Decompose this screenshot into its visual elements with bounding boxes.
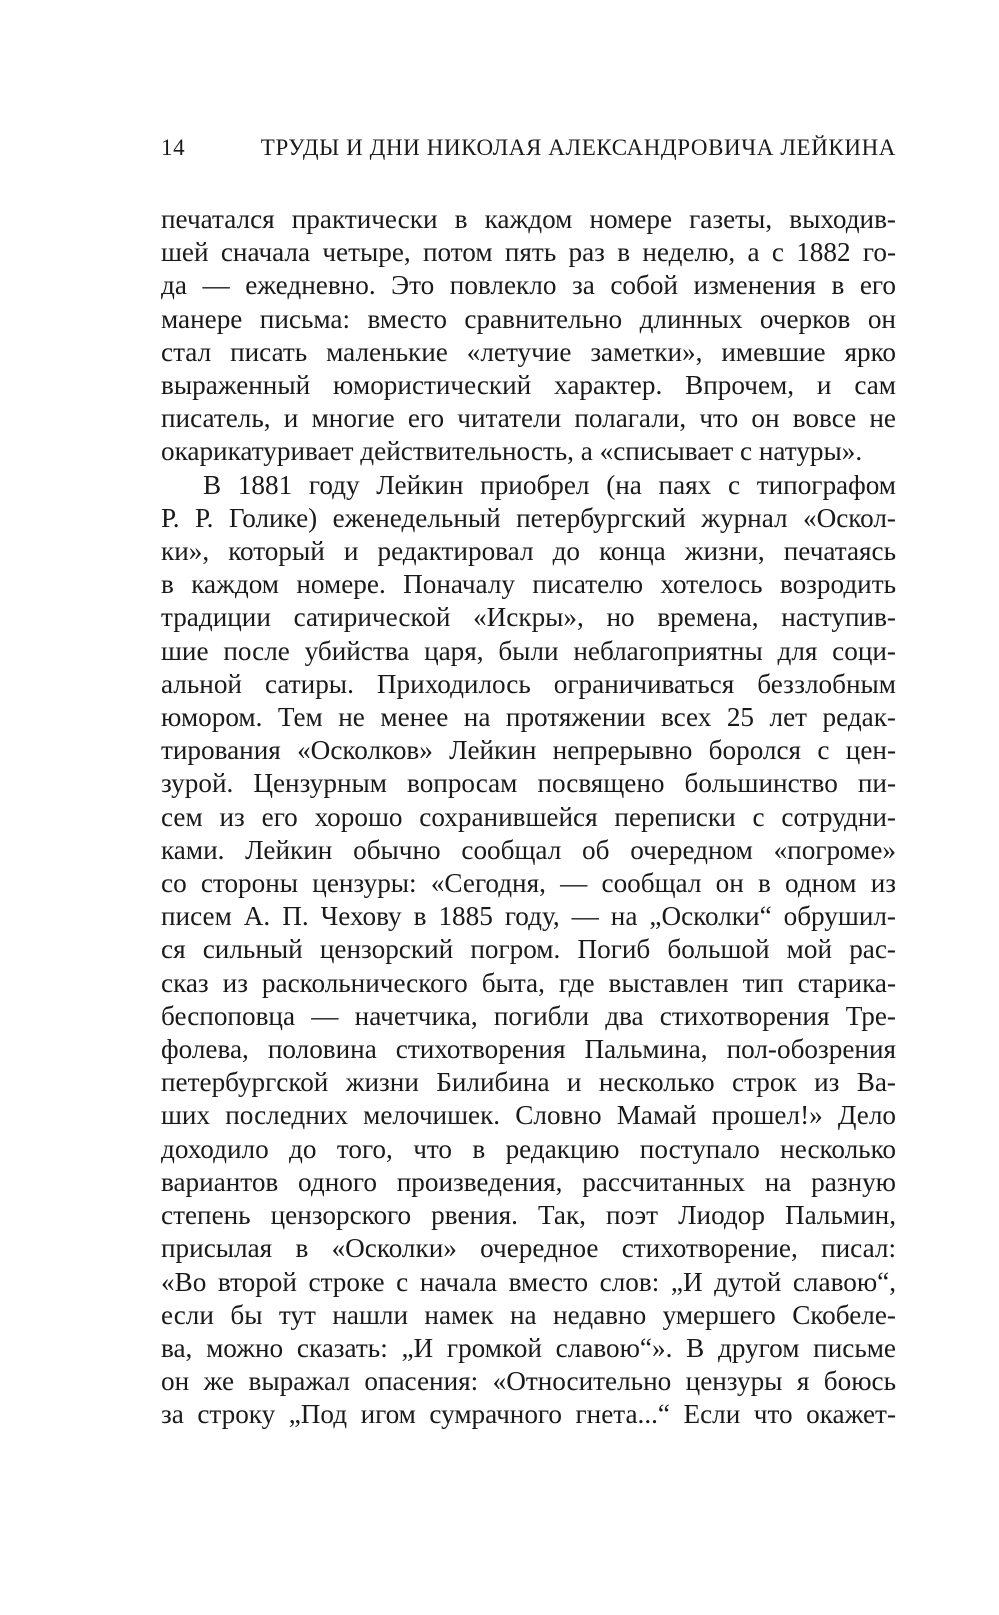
text-line: да — ежедневно. Это повлекло за собой изменения в его (161, 270, 896, 301)
running-title: ТРУДЫ И ДНИ НИКОЛАЯ АЛЕКСАНДРОВИЧА ЛЕЙКИНА (260, 135, 896, 160)
text-line: печатался практически в каждом номере газеты, выходив- (161, 204, 896, 234)
text-line: альной сатиры. Приходилось ограничиваться беззлобным (161, 668, 896, 699)
text-line: шей сначала четыре, потом пять раз в неделю, а с 1882 го- (161, 237, 896, 268)
running-head (161, 128, 896, 168)
text-line: зурой. Цензурным вопросам посвящено большинство пи- (161, 768, 896, 799)
text-line: манере письма: вместо сравнительно длинных очерков он (161, 303, 896, 334)
text-line: шие после убийства царя, были неблагоприятны для соци- (161, 635, 896, 666)
text-line: ва, можно сказать: „И громкой славою“». В другом письме (161, 1332, 896, 1363)
text-line: ками. Лейкин обычно сообщал об очередном «погроме» (161, 834, 896, 865)
text-line: присылая в «Осколки» очередное стихотворение, писал: (161, 1233, 896, 1264)
text-line: выраженный юмористический характер. Впрочем, и сам (161, 370, 896, 401)
text-line: фолева, половина стихотворения Пальмина, пол-обозрения (161, 1034, 896, 1065)
body-text (161, 203, 896, 1432)
text-line: в каждом номере. Поначалу писателю хотелось возродить (161, 569, 896, 600)
text-line: окарикатуривает действительность, а «списывает с натуры». (161, 436, 863, 467)
page-number: 14 (161, 135, 186, 160)
paragraph (161, 469, 896, 1432)
text-line: тирования «Осколков» Лейкин непрерывно боролся с цен- (161, 735, 896, 766)
text-line: ки», который и редактировал до конца жизни, печатаясь (161, 536, 896, 567)
text-line: В 1881 году Лейкин приобрел (на паях с типографом (203, 469, 896, 500)
paragraph (161, 203, 896, 469)
text-line: за строку „Под игом сумрачного гнета...“ Если что окажет- (161, 1399, 896, 1430)
text-line: вариантов одного произведения, рассчитанных на разную (161, 1166, 896, 1197)
text-line: если бы тут нашли намек на недавно умершего Скобеле- (161, 1299, 896, 1330)
text-line: юмором. Тем не менее на протяжении всех 25 лет редак- (161, 702, 896, 733)
text-line: писатель, и многие его читатели полагали, что он вовсе не (161, 403, 896, 434)
text-line: Р. Р. Голике) еженедельный петербургский журнал «Оскол- (161, 502, 896, 533)
text-line: он же выражал опасения: «Относительно цензуры я боюсь (161, 1366, 896, 1397)
text-line: доходило до того, что в редакцию поступало несколько (161, 1133, 896, 1164)
text-line: ших последних мелочишек. Словно Мамай прошел!» Дело (161, 1100, 896, 1131)
text-line: стал писать маленькие «летучие заметки», имевшие ярко (161, 336, 896, 367)
text-line: петербургской жизни Билибина и несколько строк из Ва- (161, 1067, 896, 1098)
text-line: «Во второй строке с начала вместо слов: „И дутой славою“, (161, 1266, 896, 1297)
text-line: сказ из раскольнического быта, где выставлен тип старика- (161, 967, 896, 998)
text-line: сем из его хорошо сохранившейся переписки с сотрудни- (161, 801, 896, 832)
text-line: беспоповца — начетчика, погибли два стихотворения Тре- (161, 1000, 896, 1031)
text-line: со стороны цензуры: «Сегодня, — сообщал он в одном из (161, 868, 896, 899)
text-line: степень цензорского рвения. Так, поэт Лиодор Пальмин, (161, 1200, 896, 1231)
text-line: традиции сатирической «Искры», но времена, наступив- (161, 602, 896, 633)
text-line: ся сильный цензорский погром. Погиб большой мой рас- (161, 934, 896, 965)
text-line: писем А. П. Чехову в 1885 году, — на „Осколки“ обрушил- (161, 901, 896, 932)
